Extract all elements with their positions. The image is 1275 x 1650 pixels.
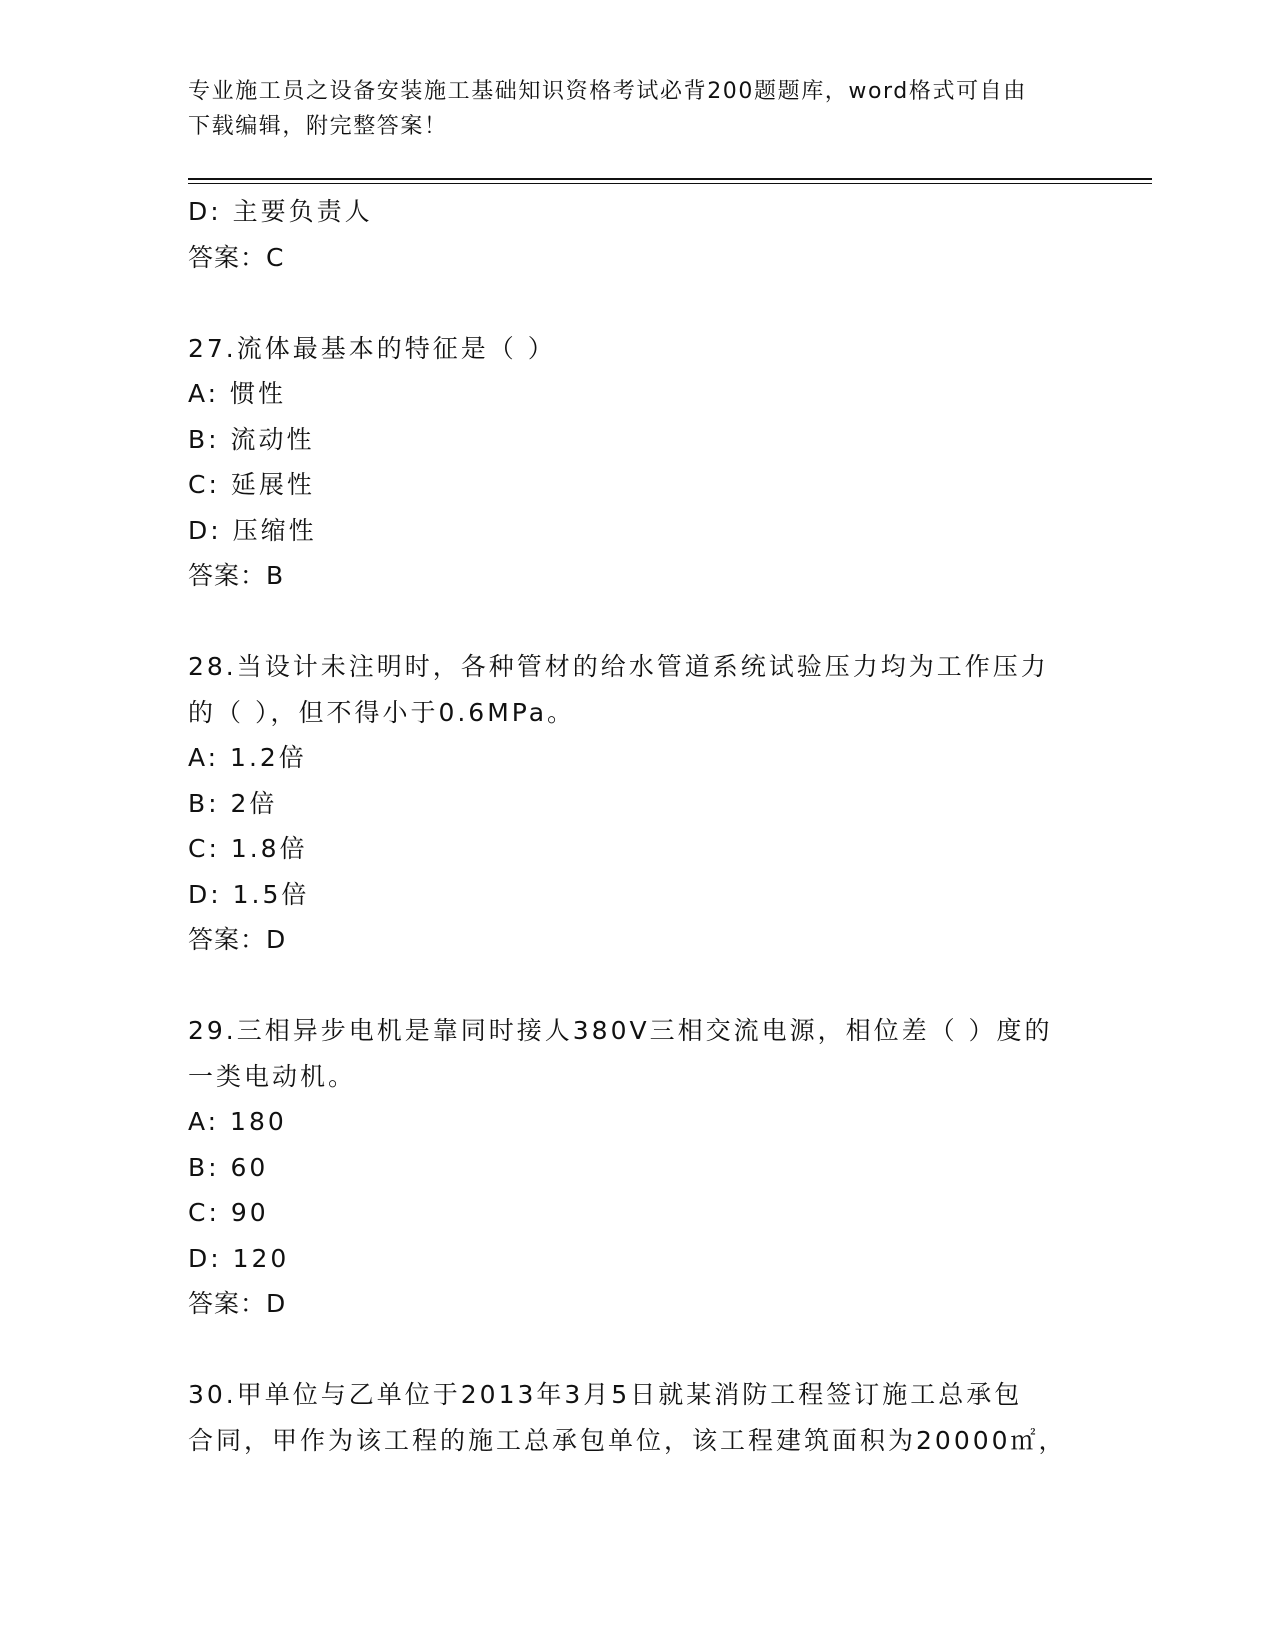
question-27	[188, 326, 1088, 599]
header-line-1: 专业施工员之设备安装施工基础知识资格考试必背200题题库，word格式可自由	[188, 79, 1027, 104]
spacer	[188, 963, 1088, 1009]
option-d: D: 主要负责人	[188, 197, 373, 226]
header-line-2: 下载编辑，附完整答案！	[188, 114, 448, 139]
option-a: A: 1.2倍	[188, 743, 307, 772]
option-b: B: 60	[188, 1152, 269, 1182]
question-stem-line-2: 的（ ），但不得小于0.6MPa。	[188, 697, 576, 727]
answer-line: 答案：C	[188, 242, 285, 272]
option-c: C: 90	[188, 1198, 269, 1227]
header-divider-thin	[188, 183, 1152, 184]
option-b: B: 2倍	[188, 788, 278, 818]
question-stem-line-1: 29.三相异步电机是靠同时接人380V三相交流电源，相位差（ ）度的	[188, 1016, 1053, 1045]
spacer	[188, 280, 1088, 326]
question-stem: 27.流体最基本的特征是（ ）	[188, 333, 556, 363]
option-d: D: 1.5倍	[188, 879, 310, 909]
question-list	[188, 189, 1088, 1463]
document-header	[188, 74, 1068, 144]
option-a: A: 惯性	[188, 379, 287, 408]
header-divider-thick	[188, 178, 1152, 180]
question-stem-line-2: 一类电动机。	[188, 1061, 357, 1091]
option-c: C: 延展性	[188, 470, 315, 499]
option-b: B: 流动性	[188, 424, 315, 454]
question-stem-line-1: 30.甲单位与乙单位于2013年3月5日就某消防工程签订施工总承包	[188, 1380, 1023, 1409]
question-29	[188, 1008, 1088, 1327]
option-c: C: 1.8倍	[188, 834, 308, 863]
spacer	[188, 599, 1088, 645]
option-d: D: 120	[188, 1243, 290, 1273]
answer-line: 答案：B	[188, 561, 285, 590]
answer-line: 答案：D	[188, 925, 287, 954]
option-d: D: 压缩性	[188, 515, 317, 545]
question-stem-line-2: 合同，甲作为该工程的施工总承包单位，该工程建筑面积为20000㎡，	[188, 1425, 1067, 1455]
question-28	[188, 644, 1088, 963]
question-stem-line-1: 28.当设计未注明时，各种管材的给水管道系统试验压力均为工作压力	[188, 652, 1049, 681]
answer-line: 答案：D	[188, 1289, 287, 1318]
spacer	[188, 1327, 1088, 1373]
question-30	[188, 1372, 1088, 1463]
option-a: A: 180	[188, 1107, 287, 1136]
question-26-tail	[188, 189, 1088, 280]
